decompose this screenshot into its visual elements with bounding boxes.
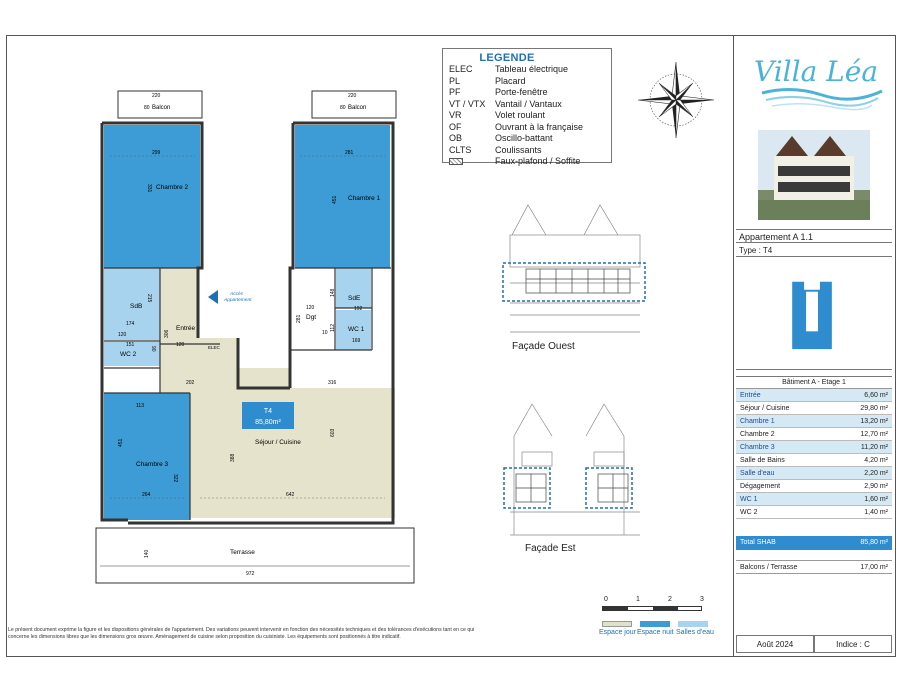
chambre1-w: 281 — [345, 150, 354, 156]
legend-row — [449, 64, 605, 76]
surface-row — [736, 415, 892, 428]
sdb-w: 174 — [126, 321, 135, 327]
espace-nuit-label: Espace nuit — [637, 629, 674, 636]
wc1-h: 112 — [330, 324, 336, 332]
legend-row — [449, 76, 605, 88]
surface-label: Chambre 3 — [740, 444, 775, 451]
surface-row — [736, 389, 892, 402]
dim-10: 10 — [322, 330, 328, 336]
apartment-type: Type : T4 — [736, 244, 892, 257]
legend-code: CLTS — [449, 144, 472, 155]
surface-label: Séjour / Cuisine — [740, 405, 790, 412]
panel-divider — [733, 35, 734, 657]
balcon-left-width: 220 — [152, 93, 161, 99]
scale-tick: 1 — [636, 596, 640, 603]
access-arrow-icon — [208, 290, 218, 304]
legend-label: Porte-fenêtre — [495, 87, 548, 97]
surface-label: WC 1 — [740, 496, 758, 503]
chambre1-label: Chambre 1 — [348, 195, 381, 202]
sejour-h2: 388 — [230, 453, 236, 462]
total-value: 85,80 m² — [860, 539, 888, 546]
dim-202: 202 — [186, 380, 195, 386]
surface-row — [736, 493, 892, 506]
surface-value: 29,80 m² — [860, 405, 888, 412]
surface-value: 4,20 m² — [864, 457, 888, 464]
surface-value: 6,60 m² — [864, 392, 888, 399]
balcon-left-label: Balcon — [152, 105, 171, 111]
surface-row — [736, 506, 892, 519]
surface-row — [736, 428, 892, 441]
facade-ouest-drawing — [500, 195, 650, 335]
surface-label: WC 2 — [740, 509, 758, 516]
legend-code: OB — [449, 133, 463, 143]
legend-row — [449, 99, 605, 111]
chambre2-w: 299 — [152, 150, 161, 156]
legend-code: VT / VTX — [449, 98, 486, 109]
chambre3-h2: 322 — [172, 474, 178, 483]
wc1-label: WC 1 — [348, 326, 365, 333]
surface-value: 12,70 m² — [860, 431, 888, 438]
terrasse-h: 140 — [144, 549, 150, 558]
wc2-label: WC 2 — [120, 351, 137, 358]
surface-label: Salle de Bains — [740, 457, 785, 464]
chambre1-h: 451 — [332, 195, 338, 204]
dgt-label: Dgt — [306, 314, 317, 321]
surface-label: Salle d'eau — [740, 470, 775, 477]
balcon-right-depth: 80 — [340, 105, 346, 111]
legend-row — [449, 145, 605, 157]
sde-h: 148 — [330, 288, 336, 297]
dim-113: 113 — [136, 403, 144, 409]
sde-zone — [336, 268, 371, 308]
chambre2-h: 331 — [146, 184, 152, 193]
balcons-value: 17,00 m² — [860, 564, 888, 571]
surface-label: Chambre 1 — [740, 418, 775, 425]
surface-value: 1,60 m² — [864, 496, 888, 503]
legend-row — [449, 133, 605, 145]
chambre3-h: 451 — [118, 438, 124, 447]
legend-label: Coulissants — [495, 144, 542, 155]
disclaimer-text: Le présent document exprime la figure et les dispositions générales de l'appartement. Des variations peuvent intervenir en fonction des nécessités techniques et des tolérances d'exécutions tant en ce qui concerne les dimensions libres que les dimensions gros œuvre. Aménagement de cuisine selon proposition du cuisiniste. Les équipements sont positionnés à titre indicatif. — [8, 627, 475, 640]
salles-eau-label: Salles d'eau — [676, 629, 714, 636]
scale-tick: 3 — [700, 596, 704, 603]
chambre2-label: Chambre 2 — [156, 184, 189, 191]
chambre3-w: 264 — [142, 492, 151, 498]
scale-tick: 2 — [668, 596, 672, 603]
legend-label: Volet roulant — [495, 110, 546, 120]
entree-h: 306 — [164, 329, 170, 338]
surface-row — [736, 467, 892, 480]
entree-label: Entrée — [176, 325, 196, 332]
legend-code: PF — [449, 87, 461, 97]
wc2-h: 90 — [150, 346, 156, 352]
surface-value: 13,20 m² — [860, 418, 888, 425]
balcon-right-width: 220 — [348, 93, 357, 99]
chambre2-zone — [104, 125, 200, 268]
building-floor: Bâtiment A - Etage 1 — [736, 377, 892, 389]
chambre3-label: Chambre 3 — [136, 461, 169, 468]
legend-label: Faux-plafond / Soffite — [495, 156, 581, 166]
compass-rose-icon — [622, 55, 730, 145]
legend-label: Placard — [495, 75, 526, 86]
dgt-w: 120 — [306, 305, 315, 311]
facade-est-drawing — [500, 400, 650, 540]
wc2-w: 151 — [126, 342, 135, 348]
balcon-right-label: Balcon — [348, 105, 367, 111]
legend-label: Oscillo-battant — [495, 133, 553, 143]
floor-plan — [90, 88, 420, 588]
logo-text: Villa Léa — [753, 55, 879, 88]
scale-tick: 0 — [604, 596, 608, 603]
sdb-label: SdB — [130, 303, 143, 310]
legend-label: Tableau électrique — [495, 64, 569, 74]
surface-row — [736, 480, 892, 493]
sejour-label: Séjour / Cuisine — [255, 439, 301, 446]
key-plan — [736, 258, 892, 370]
legend-row — [449, 87, 605, 99]
facade-ouest-label: Façade Ouest — [512, 341, 575, 352]
legend-row — [449, 110, 605, 122]
access-label: Accès Appartement — [224, 292, 252, 303]
legend-label: Ouvrant à la française — [495, 121, 584, 132]
scale-legend — [596, 596, 726, 646]
surface-row — [736, 441, 892, 454]
legend-code: PL — [449, 75, 461, 86]
index-cell: Indice : C — [814, 635, 892, 653]
date-cell: Août 2024 — [736, 635, 814, 653]
surface-row — [736, 402, 892, 415]
dgt-h: 281 — [296, 314, 302, 323]
balcons-row — [736, 560, 892, 574]
hatch-swatch-icon — [449, 158, 463, 165]
surface-label: Entrée — [740, 392, 761, 399]
dim-120: 120 — [118, 332, 127, 338]
scale-bar — [602, 606, 702, 611]
sejour-h: 603 — [330, 428, 336, 437]
surface-value: 1,40 m² — [864, 509, 888, 516]
total-shab-row — [736, 536, 892, 550]
surface-label: Dégagement — [740, 483, 781, 490]
terrasse-w: 972 — [246, 571, 255, 577]
surface-value: 11,20 m² — [860, 444, 888, 451]
espace-nuit-swatch — [640, 621, 670, 627]
legend-label: Vantail / Vantaux — [495, 98, 562, 109]
surface-value: 2,20 m² — [864, 470, 888, 477]
badge-area: 85,80m² — [255, 419, 281, 426]
sdb-h: 215 — [146, 294, 152, 303]
total-label: Total SHAB — [740, 539, 776, 546]
balcon-left-depth: 80 — [144, 105, 150, 111]
legend-title: LEGENDE — [479, 52, 535, 64]
building-photo — [758, 130, 870, 220]
legend-code: ELEC — [449, 64, 473, 74]
badge-type: T4 — [263, 408, 273, 415]
terrasse-label: Terrasse — [230, 549, 255, 556]
legend-row — [449, 156, 605, 169]
legend-code — [449, 156, 495, 169]
sde-w: 192 — [354, 306, 363, 312]
espace-jour-label: Espace jour — [599, 629, 636, 636]
facade-est-label: Façade Est — [525, 543, 576, 554]
surface-value: 2,90 m² — [864, 483, 888, 490]
legend-box — [442, 48, 612, 166]
legend-row — [449, 122, 605, 134]
elec-label: ELEC — [208, 345, 220, 350]
salles-eau-swatch — [678, 621, 708, 627]
surface-table — [736, 376, 892, 519]
surface-row — [736, 454, 892, 467]
sde-label: SdE — [348, 295, 361, 302]
wc1-w: 169 — [352, 338, 361, 344]
surface-label: Chambre 2 — [740, 431, 775, 438]
legend-code: VR — [449, 110, 462, 120]
espace-jour-swatch — [602, 621, 632, 627]
dim-316: 316 — [328, 380, 337, 386]
balcons-label: Balcons / Terrasse — [740, 564, 798, 571]
apartment-title: Appartement A 1.1 — [736, 229, 892, 243]
sejour-w: 642 — [286, 492, 295, 498]
legend-code: OF — [449, 121, 462, 132]
villa-lea-logo — [742, 45, 890, 115]
chambre3-zone — [104, 393, 190, 520]
entree-w: 120 — [176, 342, 185, 348]
